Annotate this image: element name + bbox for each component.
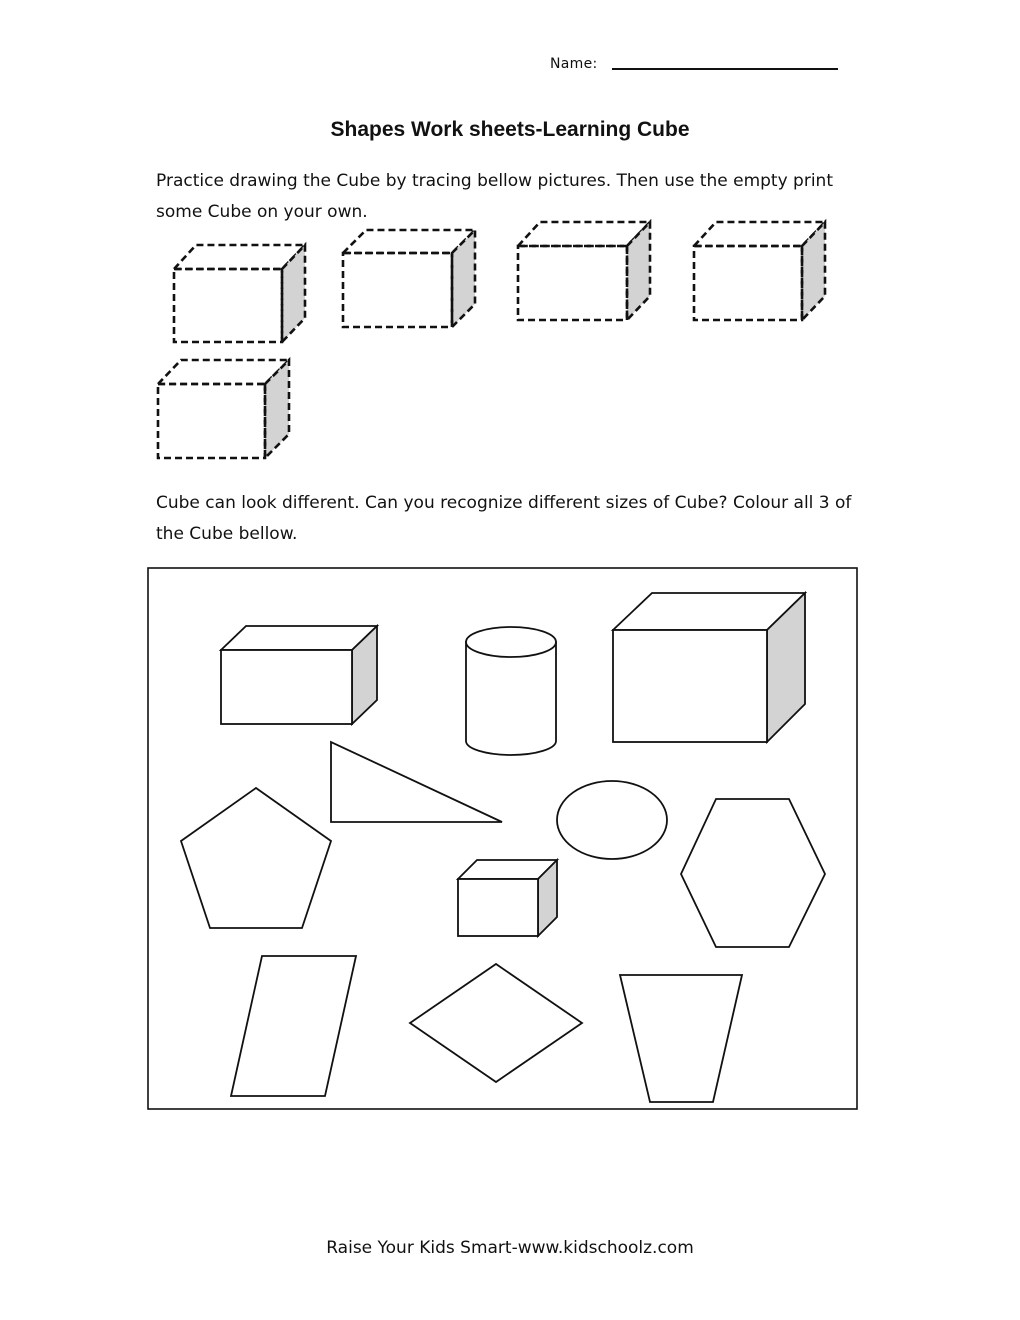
trace-cube-2[interactable] (343, 230, 475, 327)
page-title: Shapes Work sheets-Learning Cube (330, 118, 690, 141)
ellipse[interactable] (557, 781, 667, 859)
footer-text: Raise Your Kids Smart-www.kidschoolz.com (326, 1238, 694, 1258)
trace-cube-5[interactable] (158, 360, 289, 458)
name-label: Name: (550, 56, 598, 72)
cube-small[interactable] (458, 860, 557, 936)
identify-instructions: Cube can look different. Can you recognize different sizes of Cube? Colour all 3 of the Cube bellow. (156, 493, 852, 544)
trace-instructions: Practice drawing the Cube by tracing bellow pictures. Then use the empty print some Cube on your own. (156, 171, 833, 222)
cylinder[interactable] (466, 627, 556, 755)
trace-cube-4[interactable] (694, 222, 825, 320)
trace-cube-3[interactable] (518, 222, 650, 320)
cube-medium[interactable] (221, 626, 377, 724)
trace-cube-1[interactable] (174, 245, 305, 342)
cube-large[interactable] (613, 593, 805, 742)
